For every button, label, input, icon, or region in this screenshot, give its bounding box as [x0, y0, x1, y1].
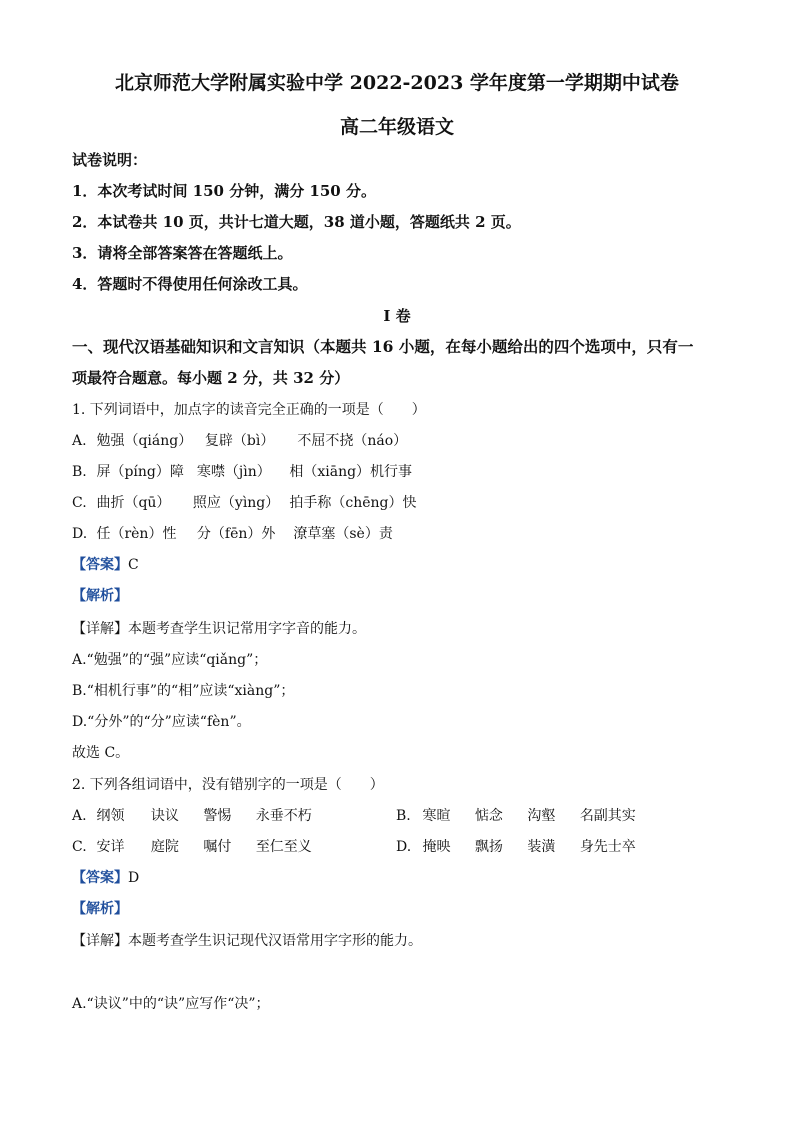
option-item: 安详	[96, 839, 125, 855]
option-item: 至仁至义	[255, 839, 312, 855]
q1-detail	[72, 619, 366, 639]
option-item: 嘱付	[203, 839, 232, 855]
q1-option-d	[72, 524, 393, 544]
answer-value: D	[128, 870, 140, 886]
option-item: 照应（yìng）	[192, 495, 280, 511]
option-item: 分（fēn）外	[196, 526, 276, 542]
answer-tag: 【答案】	[72, 870, 128, 886]
option-item: 拍手称（chēng）快	[289, 495, 417, 511]
page-subtitle: 高二年级语文	[339, 116, 454, 138]
q1-point: D.“分外”的“分”应读“fèn”。	[72, 714, 251, 730]
option-item: 庭院	[150, 839, 179, 855]
option-item: 屏（píng）障	[96, 464, 184, 480]
instructions-heading: 试卷说明：	[72, 151, 148, 169]
detail-text: 本题考查学生识记常用字字音的能力。	[128, 621, 366, 637]
option-label: B.	[396, 808, 411, 824]
detail-text: 本题考查学生识记现代汉语常用字字形的能力。	[128, 933, 422, 949]
q1-option-a	[72, 431, 407, 451]
q2-point: A.“诀议”中的“诀”应写作“决”；	[72, 996, 270, 1012]
q1-option-b	[72, 462, 412, 482]
q2-option-d	[396, 837, 636, 857]
volume-heading: I 卷	[383, 307, 411, 325]
section-heading-cont: 项最符合题意。每小题 2 分，共 32 分）	[72, 369, 350, 387]
option-item: 任（rèn）性	[96, 526, 177, 542]
option-label: C.	[72, 839, 87, 855]
instruction-item: 3．请将全部答案答在答题纸上。	[72, 244, 293, 262]
option-item: 名副其实	[579, 808, 636, 824]
option-item: 诀议	[150, 808, 179, 824]
option-label: A.	[72, 433, 87, 449]
option-item: 复辟（bì）	[204, 433, 275, 449]
q2-analysis	[72, 899, 128, 919]
analysis-tag: 【解析】	[72, 901, 128, 917]
q1-conclusion: 故选 C。	[72, 745, 130, 761]
option-item: 寒暄	[422, 808, 451, 824]
option-label: B.	[72, 464, 87, 480]
option-item: 勉强（qiáng）	[96, 433, 193, 449]
q2-option-b	[396, 806, 636, 826]
option-item: 永垂不朽	[255, 808, 312, 824]
option-item: 装潢	[527, 839, 556, 855]
answer-value: C	[128, 557, 139, 573]
option-item: 身先士卒	[579, 839, 636, 855]
q1-analysis	[72, 586, 128, 606]
section-heading: 一、现代汉语基础知识和文言知识（本题共 16 小题，在每小题给出的四个选项中，只有一	[72, 337, 694, 356]
q2-option-c	[72, 837, 312, 857]
analysis-tag: 【解析】	[72, 588, 128, 604]
option-label: A.	[72, 808, 87, 824]
option-item: 纲领	[96, 808, 125, 824]
option-item: 沟壑	[527, 808, 556, 824]
option-item: 警惕	[203, 808, 232, 824]
option-label: C.	[72, 495, 87, 511]
option-item: 曲折（qū）	[96, 495, 171, 511]
option-item: 寒噤（jìn）	[196, 464, 271, 480]
q1-option-c	[72, 493, 416, 513]
q2-detail	[72, 931, 422, 951]
option-item: 相（xiāng）机行事	[289, 464, 413, 480]
option-label: D.	[72, 526, 88, 542]
page-title: 北京师范大学附属实验中学 2022-2023 学年度第一学期期中试卷	[115, 72, 679, 94]
instruction-item: 4．答题时不得使用任何涂改工具。	[72, 275, 308, 293]
question-1-stem: 1. 下列词语中，加点字的读音完全正确的一项是（ ）	[72, 402, 426, 418]
instruction-item: 1．本次考试时间 150 分钟，满分 150 分。	[72, 182, 376, 200]
option-item: 不屈不挠（náo）	[297, 433, 408, 449]
option-item: 飘扬	[474, 839, 503, 855]
q2-option-a	[72, 806, 312, 826]
option-item: 潦草塞（sè）责	[293, 526, 393, 542]
option-item: 掩映	[422, 839, 451, 855]
detail-tag: 【详解】	[72, 933, 128, 949]
question-2-stem: 2. 下列各组词语中，没有错别字的一项是（ ）	[72, 777, 384, 793]
q1-point: B.“相机行事”的“相”应读“xiàng”；	[72, 683, 295, 699]
q1-point: A.“勉强”的“强”应读“qiǎng”；	[72, 652, 268, 668]
option-label: D.	[396, 839, 412, 855]
instruction-item: 2．本试卷共 10 页，共计七道大题，38 道小题，答题纸共 2 页。	[72, 213, 521, 231]
option-item: 惦念	[474, 808, 503, 824]
q2-answer	[72, 868, 139, 888]
q1-answer	[72, 555, 139, 575]
answer-tag: 【答案】	[72, 557, 128, 573]
detail-tag: 【详解】	[72, 621, 128, 637]
